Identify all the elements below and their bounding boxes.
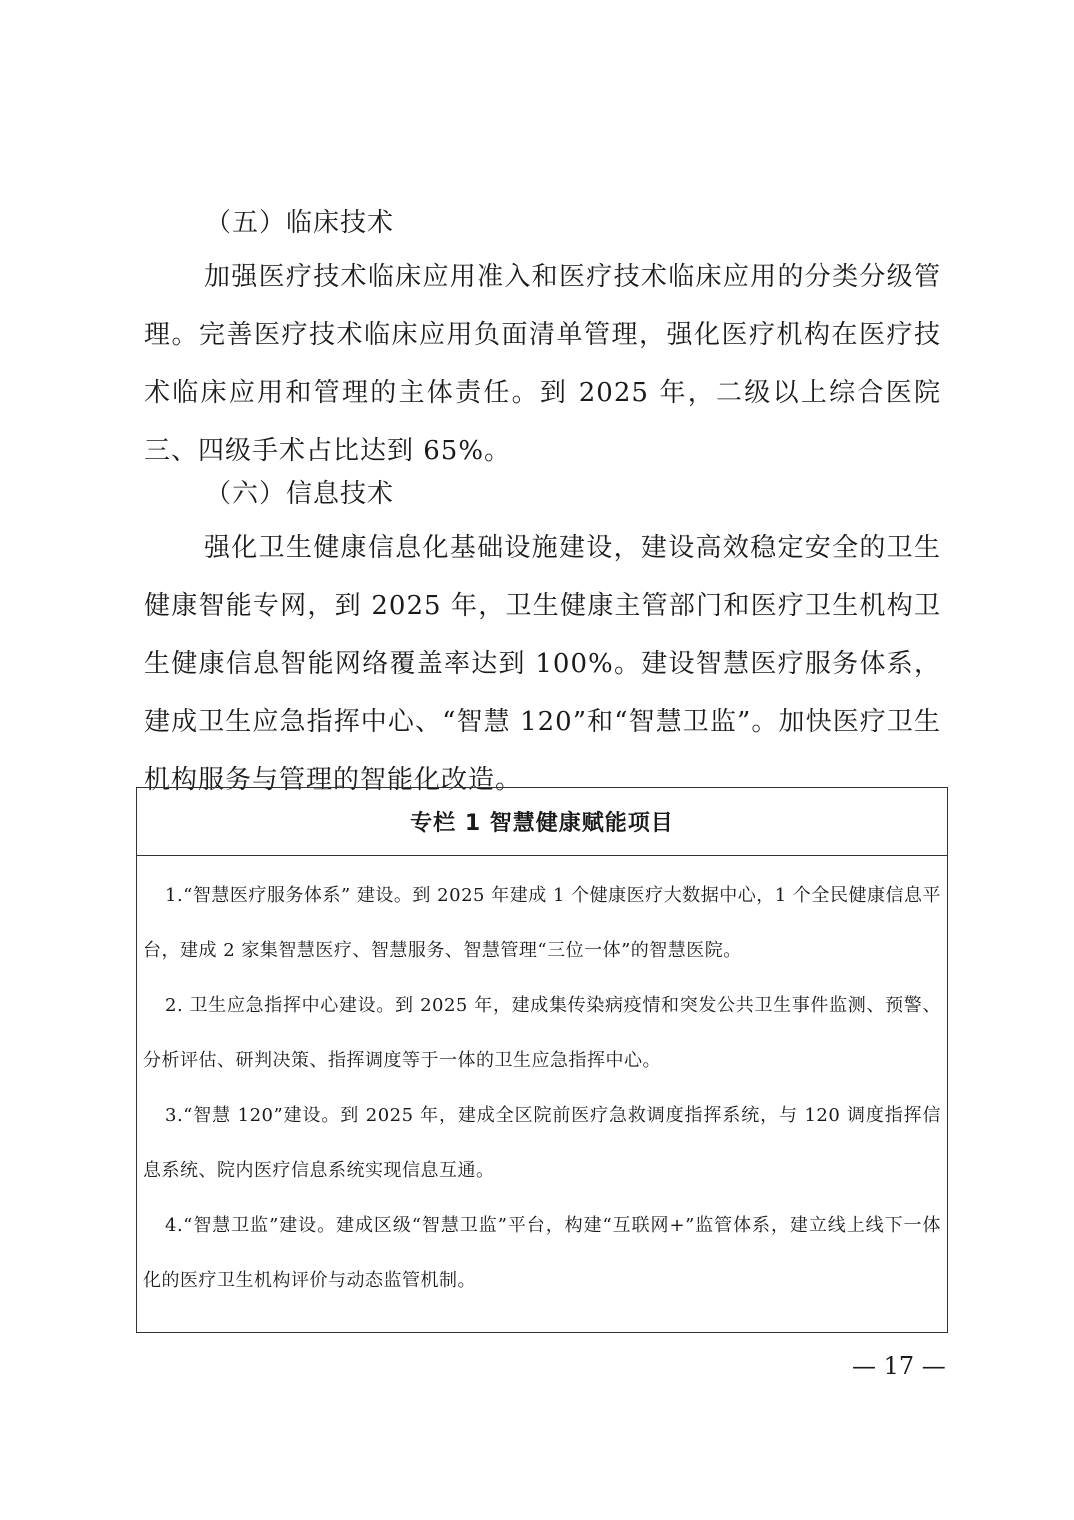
special-column-body <box>137 856 947 1308</box>
section-heading-clinical-technology: （五）临床技术 <box>205 208 395 238</box>
special-column-item-4: 4.“智慧卫监”建设。建成区级“智慧卫监”平台，构建“互联网+”监管体系，建立线上线下一体化的医疗卫生机构评价与动态监管机制。 <box>143 1215 941 1291</box>
paragraph-information-technology: 强化卫生健康信息化基础设施建设，建设高效稳定安全的卫生健康智能专网，到 2025 年，卫生健康主管部门和医疗卫生机构卫生健康信息智能网络覆盖率达到 100%。建设智慧医疗服务体系，建成卫生应急指挥中心、“智慧 120”和“智慧卫监”。加快医疗卫生机构服务与管理的智能化改造。 <box>144 533 941 795</box>
page-number: — 17 — <box>852 1352 946 1380</box>
special-column-box <box>136 787 948 1333</box>
special-column-item-2: 2. 卫生应急指挥中心建设。到 2025 年，建成集传染病疫情和突发公共卫生事件监测、预警、分析评估、研判决策、指挥调度等于一体的卫生应急指挥中心。 <box>143 995 941 1071</box>
special-column-item-1: 1.“智慧医疗服务体系” 建设。到 2025 年建成 1 个健康医疗大数据中心，1 个全民健康信息平台，建成 2 家集智慧医疗、智慧服务、智慧管理“三位一体”的智慧医院。 <box>143 885 941 961</box>
special-column-item-3: 3.“智慧 120”建设。到 2025 年，建成全区院前医疗急救调度指挥系统，与 120 调度指挥信息系统、院内医疗信息系统实现信息互通。 <box>143 1105 941 1181</box>
paragraph-clinical-technology: 加强医疗技术临床应用准入和医疗技术临床应用的分类分级管理。完善医疗技术临床应用负面清单管理，强化医疗机构在医疗技术临床应用和管理的主体责任。到 2025 年，二级以上综合医院三、四级手术占比达到 65%。 <box>144 262 941 466</box>
section-heading-information-technology: （六）信息技术 <box>205 479 395 509</box>
special-column-title: 专栏 1 智慧健康赋能项目 <box>137 788 947 856</box>
